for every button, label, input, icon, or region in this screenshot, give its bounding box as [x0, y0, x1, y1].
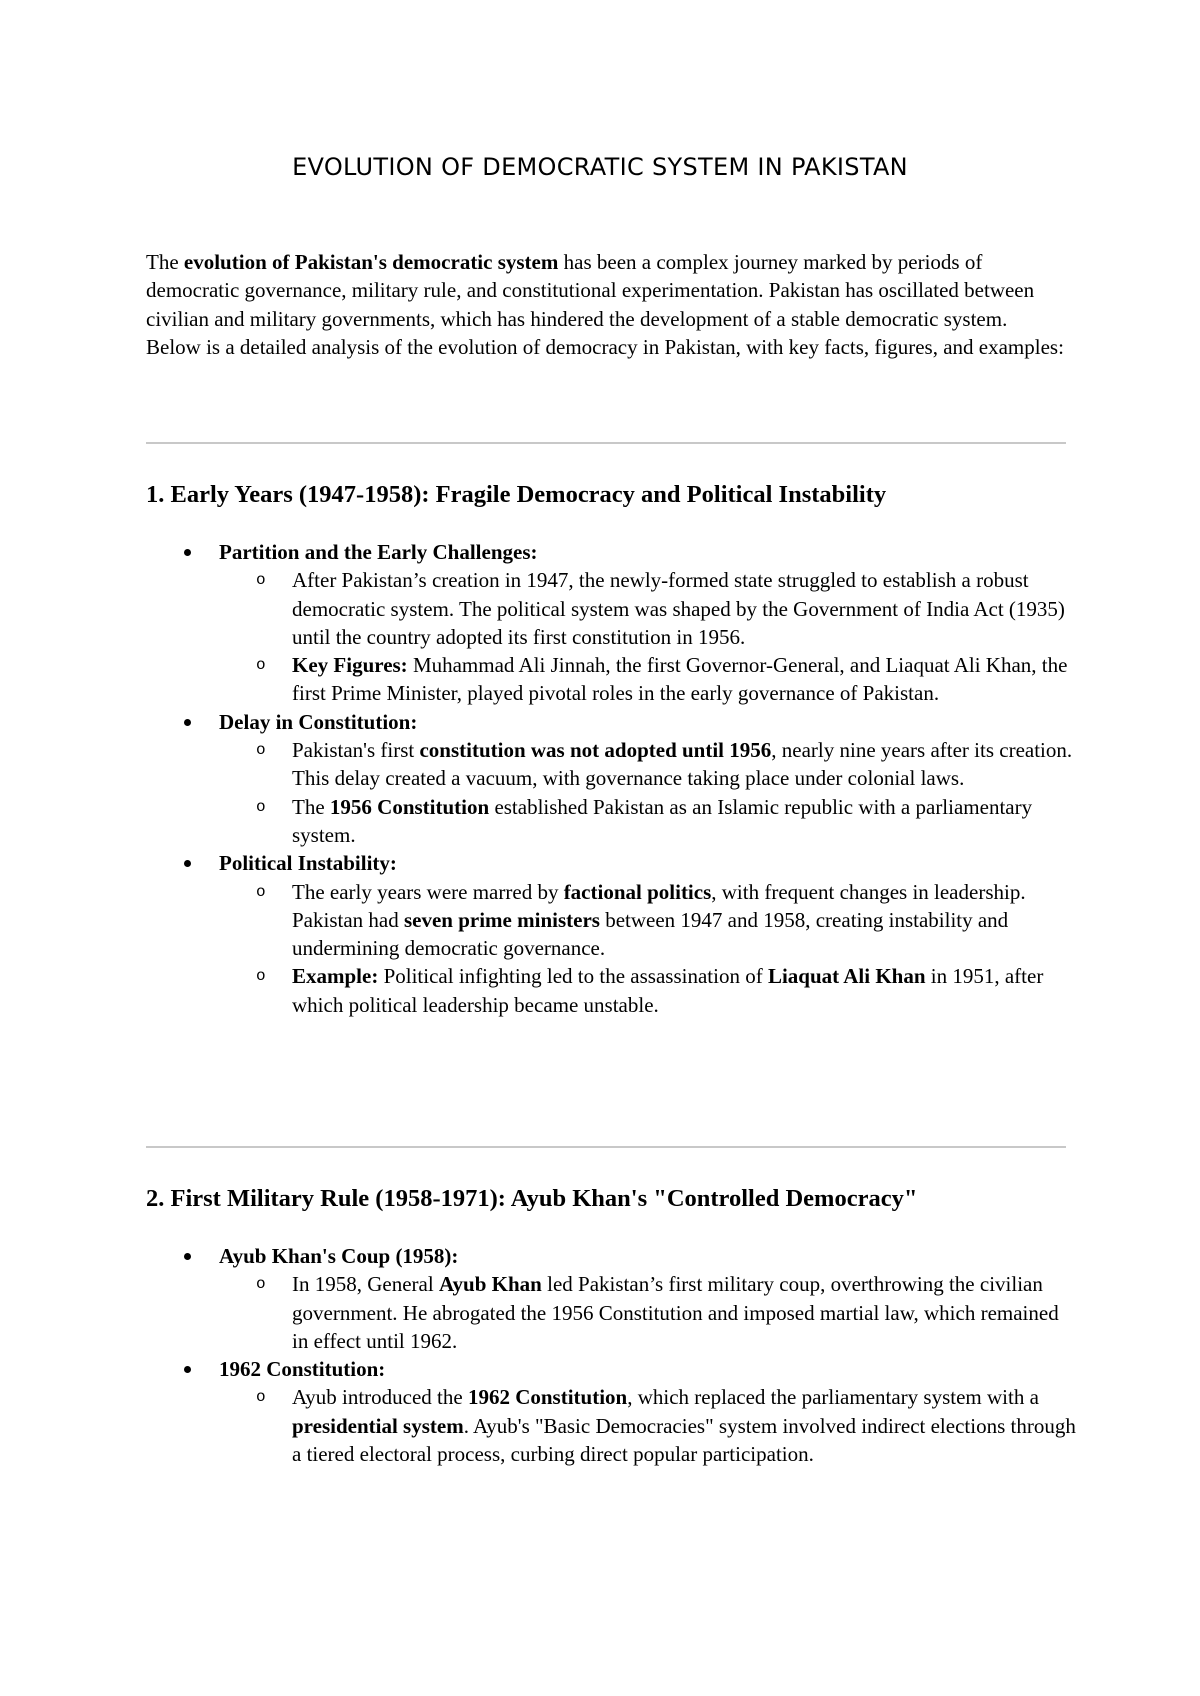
text-segment: , nearly nine years after its creation. This delay created a vacuum, with governance taking place under colonial laws.: [292, 738, 1073, 791]
bold-text: presidential system: [292, 1413, 464, 1438]
list-item: [146, 1242, 1076, 1355]
circle-bullet-icon: o: [256, 967, 266, 986]
bold-text: Key Figures:: [292, 653, 408, 678]
sub-list: [219, 878, 1076, 1019]
sub-list-item: [219, 736, 1076, 793]
list-item: [146, 708, 1076, 849]
intro-rest: has been a complex journey marked by periods of democratic governance, military rule, and constitutional experimentation. Pakistan has oscillated between civilian and military governments, which has hindered the development of a stable democratic system. Below is a detailed analysis of the evolution of democracy in Pakistan, with key facts, figures, and examples:: [146, 250, 1064, 359]
bullet-icon: [184, 549, 191, 556]
sub-list-item: [219, 962, 1076, 1019]
list-item: [146, 849, 1076, 1019]
bullet-icon: [184, 1366, 191, 1373]
list-item: [146, 1355, 1076, 1468]
bold-text: Liaquat Ali Khan: [767, 964, 926, 989]
intro-bold: evolution of Pakistan's democratic system: [183, 250, 559, 274]
bullet-title: Political Instability:: [219, 851, 397, 876]
text-segment: . Ayub's "Basic Democracies" system involved indirect elections through a tiered electoral process, curbing direct popular participation.: [292, 1413, 1076, 1467]
sub-list-item: [219, 651, 1076, 708]
sub-list-item: [219, 566, 1076, 651]
sub-list: [219, 1383, 1076, 1468]
bullet-title: Delay in Constitution:: [219, 709, 418, 734]
circle-bullet-icon: o: [256, 656, 266, 675]
bullet-icon: [184, 1253, 191, 1260]
circle-bullet-icon: o: [256, 1388, 266, 1407]
text-segment: , with frequent changes in leadership. Pakistan had: [292, 879, 1026, 932]
text-segment: The early years were marred by: [292, 879, 564, 904]
text-segment: between 1947 and 1958, creating instability and undermining democratic governance.: [292, 907, 1009, 961]
bold-text: Ayub Khan: [438, 1272, 542, 1297]
section-1-list: [146, 538, 1076, 1019]
bullet-icon: [184, 719, 191, 726]
sub-list: [219, 736, 1076, 849]
circle-bullet-icon: o: [256, 882, 266, 901]
text-segment: Pakistan's first: [292, 738, 420, 763]
text-segment: led Pakistan’s first military coup, overthrowing the civilian government. He abrogated the 1956 Constitution and imposed martial law, which remained in effect until 1962.: [292, 1272, 1059, 1353]
bold-text: seven prime ministers: [403, 907, 600, 932]
text-segment: The: [292, 794, 330, 819]
circle-bullet-icon: o: [256, 797, 266, 816]
section-divider: [146, 442, 1066, 444]
bold-text: factional politics: [563, 879, 712, 904]
circle-bullet-icon: o: [256, 741, 266, 760]
text-segment: , which replaced the parliamentary system with a: [627, 1385, 1039, 1410]
sub-list-item: [219, 793, 1076, 850]
section-divider: [146, 1146, 1066, 1148]
text-segment: In 1958, General: [292, 1272, 439, 1297]
circle-bullet-icon: o: [256, 571, 266, 590]
bold-text: constitution was not adopted until 1956: [419, 738, 772, 763]
bold-text: 1956 Constitution: [329, 794, 490, 819]
text-segment: in 1951, after which political leadership became unstable.: [292, 964, 1044, 1017]
sub-list-item: [219, 878, 1076, 963]
circle-bullet-icon: o: [256, 1275, 266, 1294]
list-item: [146, 538, 1076, 708]
text-segment: established Pakistan as an Islamic republic with a parliamentary system.: [292, 794, 1033, 847]
text-segment: After Pakistan’s creation in 1947, the newly-formed state struggled to establish a robust democratic system. The political system was shaped by the Government of India Act (1935) until the country adopted its first constitution in 1956.: [292, 568, 1065, 649]
section-heading-1: 1. Early Years (1947-1958): Fragile Democracy and Political Instability: [146, 481, 887, 508]
text-segment: Muhammad Ali Jinnah, the first Governor-General, and Liaquat Ali Khan, the first Prime Minister, played pivotal roles in the early governance of Pakistan.: [292, 653, 1068, 706]
bold-text: Example:: [292, 964, 379, 989]
sub-list-item: [219, 1383, 1076, 1468]
intro-lead: The: [146, 250, 184, 274]
section-heading-2: 2. First Military Rule (1958-1971): Ayub Khan's "Controlled Democracy": [146, 1185, 918, 1212]
sub-list: [219, 566, 1076, 707]
text-segment: Political infighting led to the assassination of: [378, 964, 768, 989]
bullet-title: Ayub Khan's Coup (1958):: [219, 1244, 459, 1268]
sub-list: [219, 1270, 1076, 1355]
section-2-list: [146, 1242, 1076, 1468]
sub-list-item: [219, 1270, 1076, 1355]
document-title: EVOLUTION OF DEMOCRATIC SYSTEM IN PAKISTAN: [292, 153, 908, 181]
intro-paragraph: [146, 248, 1066, 361]
bold-text: 1962 Constitution: [467, 1385, 628, 1410]
bullet-title: 1962 Constitution:: [219, 1357, 386, 1382]
text-segment: Ayub introduced the: [292, 1385, 468, 1410]
bullet-title: Partition and the Early Challenges:: [219, 540, 538, 564]
bullet-icon: [184, 860, 191, 867]
